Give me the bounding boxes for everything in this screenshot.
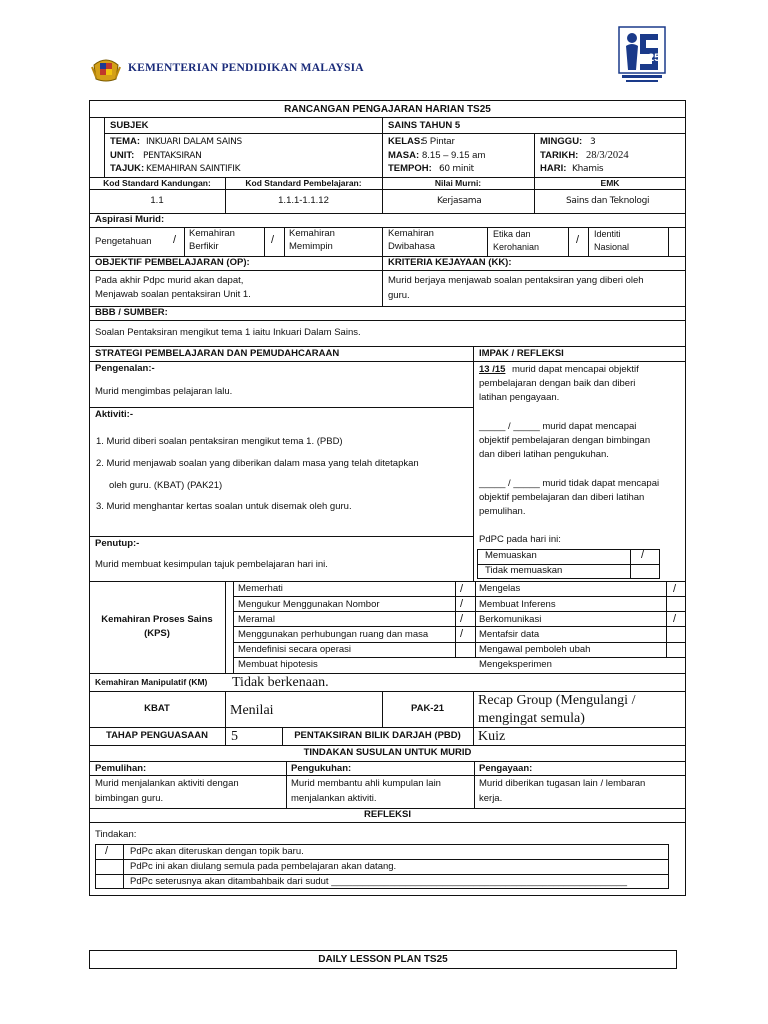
impak-2-a: _____ / _____ murid dapat mencapai: [479, 421, 637, 432]
op-line-2: Menjawab soalan pentaksiran Unit 1.: [95, 289, 251, 300]
masa-value: 8.15 – 9.15 am: [422, 150, 486, 161]
kpm-crest-icon: [90, 55, 122, 83]
pdpc-label: PdPC pada hari ini:: [479, 534, 561, 545]
pak21-value-1: Recap Group (Mengulangi /: [478, 693, 636, 708]
emk-label: EMK: [600, 178, 620, 188]
subjek-label: SUBJEK: [110, 120, 149, 131]
kps-left-1-mark: /: [460, 598, 464, 610]
tema-label: TEMA:: [110, 136, 141, 147]
aktiviti-2b: oleh guru. (KBAT) (PAK21): [109, 480, 223, 491]
kps-left-4: Mendefinisi secara operasi: [238, 644, 352, 655]
aktiviti-3: 3. Murid menghantar kertas soalan untuk disemak oleh guru.: [96, 501, 352, 512]
unit-value: PENTAKSIRAN: [143, 151, 202, 161]
kbat-label: KBAT: [144, 703, 170, 714]
minggu-label: MINGGU:: [540, 136, 583, 147]
kps-right-0: Mengelas: [479, 583, 521, 594]
footer-title: DAILY LESSON PLAN TS25: [318, 954, 448, 965]
pdpc-memuaskan: Memuaskan: [485, 550, 537, 561]
kk-label: KRITERIA KEJAYAAN (KK):: [388, 257, 512, 268]
kk-line-1: Murid berjaya menjawab soalan pentaksiran yang diberi oleh: [388, 275, 644, 286]
tempoh-value: 60 minit: [439, 164, 474, 174]
tema-value: INKUARI DALAM SAINS: [146, 137, 242, 147]
strategi-label: STRATEGI PEMBELAJARAN DAN PEMUDAHCARAAN: [95, 348, 340, 359]
tarikh-label: TARIKH:: [540, 150, 579, 161]
kk-line-2: guru.: [388, 290, 410, 301]
form-title: RANCANGAN PENGAJARAN HARIAN TS25: [284, 104, 491, 115]
emk-value: Sains dan Teknologi: [566, 196, 650, 206]
aktiviti-label: Aktiviti:-: [95, 409, 133, 420]
aktiviti-1: 1. Murid diberi soalan pentaksiran mengikut tema 1. (PBD): [96, 436, 343, 447]
minggu-value: 3: [590, 137, 596, 147]
penutup-label: Penutup:-: [95, 538, 140, 549]
tindakan-3: PdPc seterusnya akan ditambahbaik dari sudut ________________________________________________________: [130, 876, 628, 887]
kps-label-2: (KPS): [144, 628, 170, 639]
tahap-value: 5: [231, 729, 238, 744]
aspirasi-pengetahuan-mark: /: [173, 234, 177, 246]
masa-label: MASA:: [388, 150, 420, 161]
kelas-value: 5 Pintar: [422, 136, 455, 147]
kps-left-2-mark: /: [460, 613, 464, 625]
pengayaan-1: Murid diberikan tugasan lain / lembaran: [479, 778, 646, 789]
aspirasi-etika-2: Kerohanian: [493, 242, 540, 252]
kps-right-3: Mentafsir data: [479, 629, 540, 640]
kps-right-0-mark: /: [673, 583, 677, 595]
hari-label: HARI:: [540, 163, 567, 174]
ministry-name: KEMENTERIAN PENDIDIKAN MALAYSIA: [128, 62, 364, 74]
kps-left-3: Menggunakan perhubungan ruang dan masa: [238, 629, 429, 640]
aspirasi-pengetahuan: Pengetahuan: [95, 236, 152, 247]
hari-value: Khamis: [572, 164, 604, 174]
pengenalan-value: Murid mengimbas pelajaran lalu.: [95, 386, 233, 397]
tindakan-1-mark: /: [105, 845, 109, 857]
refleksi-label: REFLEKSI: [364, 809, 411, 820]
impak-1-count: 13 /15: [479, 364, 506, 375]
tindakan-label: Tindakan:: [95, 829, 137, 840]
impak-1-a: murid dapat mencapai objektif: [512, 364, 639, 375]
aktiviti-2a: 2. Murid menjawab soalan yang diberikan dalam masa yang telah ditetapkan: [96, 458, 419, 469]
aspirasi-etika-mark: /: [576, 234, 580, 246]
kps-label-1: Kemahiran Proses Sains: [101, 614, 213, 625]
nilai-value: Kerjasama: [437, 196, 482, 206]
kps-right-5: Mengeksperimen: [479, 659, 552, 670]
subjek-value: SAINS TAHUN 5: [388, 120, 461, 131]
op-label: OBJEKTIF PEMBELAJARAN (OP):: [95, 257, 250, 268]
kps-left-3-mark: /: [460, 628, 464, 640]
tahap-label: TAHAP PENGUASAAN: [105, 730, 209, 741]
aspirasi-label: Aspirasi Murid:: [95, 214, 165, 225]
bbb-label: BBB / SUMBER:: [95, 307, 168, 318]
tindakan-1: PdPc akan diteruskan dengan topik baru.: [130, 846, 304, 857]
kod-sk-label: Kod Standard Kandungan:: [103, 178, 211, 188]
impak-label: IMPAK / REFLEKSI: [479, 348, 564, 359]
kps-right-2-mark: /: [673, 613, 677, 625]
kod-sk-value: 1.1: [150, 195, 164, 206]
pemulihan-1: Murid menjalankan aktiviti dengan: [95, 778, 239, 789]
aspirasi-memimpin-2: Memimpin: [289, 241, 333, 252]
pengukuhan-label: Pengukuhan:: [291, 763, 352, 774]
pengayaan-2: kerja.: [479, 793, 503, 804]
penutup-value: Murid membuat kesimpulan tajuk pembelajaran hari ini.: [95, 559, 328, 570]
tajuk-value: KEMAHIRAN SAINTIFIK: [146, 164, 241, 174]
pbd-value: Kuiz: [478, 729, 506, 744]
pengenalan-label: Pengenalan:-: [95, 363, 155, 374]
kbat-value: Menilai: [230, 703, 274, 718]
impak-1-b: pembelajaran dengan baik dan diberi: [479, 378, 636, 389]
kps-right-1: Membuat Inferens: [479, 599, 556, 610]
tindakan-2: PdPc ini akan diulang semula pada pembelajaran akan datang.: [130, 861, 397, 872]
tindakan-susulan-label: TINDAKAN SUSULAN UNTUK MURID: [303, 747, 472, 758]
tajuk-label: TAJUK:: [110, 163, 145, 174]
pdpc-memuaskan-mark: /: [641, 549, 645, 561]
aspirasi-memimpin-1: Kemahiran: [289, 228, 335, 239]
tempoh-label: TEMPOH:: [388, 163, 432, 174]
unit-label: UNIT:: [110, 150, 135, 161]
aspirasi-etika-1: Etika dan: [493, 229, 531, 239]
impak-3-b: objektif pembelajaran dan diberi latihan: [479, 492, 645, 503]
impak-3-a: _____ / _____ murid tidak dapat mencapai: [479, 478, 660, 489]
nilai-label: Nilai Murni:: [434, 178, 482, 188]
kod-sp-label: Kod Standard Pembelajaran:: [245, 178, 362, 188]
op-line-1: Pada akhir Pdpc murid akan dapat,: [95, 275, 244, 286]
pbd-label: PENTAKSIRAN BILIK DARJAH (PBD): [294, 730, 461, 741]
kod-sp-value: 1.1.1-1.1.12: [278, 195, 329, 206]
kps-left-0: Memerhati: [238, 583, 283, 594]
ts25-logo-icon: [618, 26, 666, 84]
kps-left-5: Membuat hipotesis: [238, 659, 318, 670]
km-value: Tidak berkenaan.: [232, 675, 329, 690]
impak-2-b: objektif pembelajaran dengan bimbingan: [479, 435, 651, 446]
kps-right-2: Berkomunikasi: [479, 614, 542, 625]
aspirasi-dwibahasa-2: Dwibahasa: [388, 241, 435, 252]
pengukuhan-2: menjalankan aktiviti.: [291, 793, 377, 804]
kps-left-2: Meramal: [238, 614, 275, 625]
svg-text:25: 25: [648, 52, 661, 64]
impak-1-c: latihan pengayaan.: [479, 392, 560, 403]
aspirasi-berfikir-1: Kemahiran: [189, 228, 235, 239]
aspirasi-identiti-1: Identiti: [594, 229, 621, 239]
bbb-value: Soalan Pentaksiran mengikut tema 1 iaitu Inkuari Dalam Sains.: [95, 327, 361, 338]
kps-left-1: Mengukur Menggunakan Nombor: [238, 599, 380, 610]
pak21-label: PAK-21: [410, 703, 445, 714]
pak21-value-2: mengingat semula): [478, 711, 585, 726]
aspirasi-identiti-2: Nasional: [594, 242, 630, 252]
kelas-label: KELAS:: [388, 136, 424, 147]
km-label: Kemahiran Manipulatif (KM): [95, 677, 208, 687]
impak-2-c: dan diberi latihan pengukuhan.: [479, 449, 609, 460]
impak-3-c: pemulihan.: [479, 506, 526, 517]
pemulihan-label: Pemulihan:: [95, 763, 147, 774]
kps-right-4: Mengawal pemboleh ubah: [479, 644, 591, 655]
aspirasi-berfikir-2: Berfikir: [189, 241, 219, 252]
pemulihan-2: bimbingan guru.: [95, 793, 164, 804]
pdpc-tidak-memuaskan: Tidak memuaskan: [485, 565, 563, 576]
kps-left-0-mark: /: [460, 583, 464, 595]
pengayaan-label: Pengayaan:: [479, 763, 533, 774]
tarikh-value: 28/3/2024: [586, 150, 629, 161]
aspirasi-berfikir-mark: /: [271, 234, 275, 246]
pengukuhan-1: Murid membantu ahli kumpulan lain: [291, 778, 441, 789]
aspirasi-dwibahasa-1: Kemahiran: [388, 228, 434, 239]
